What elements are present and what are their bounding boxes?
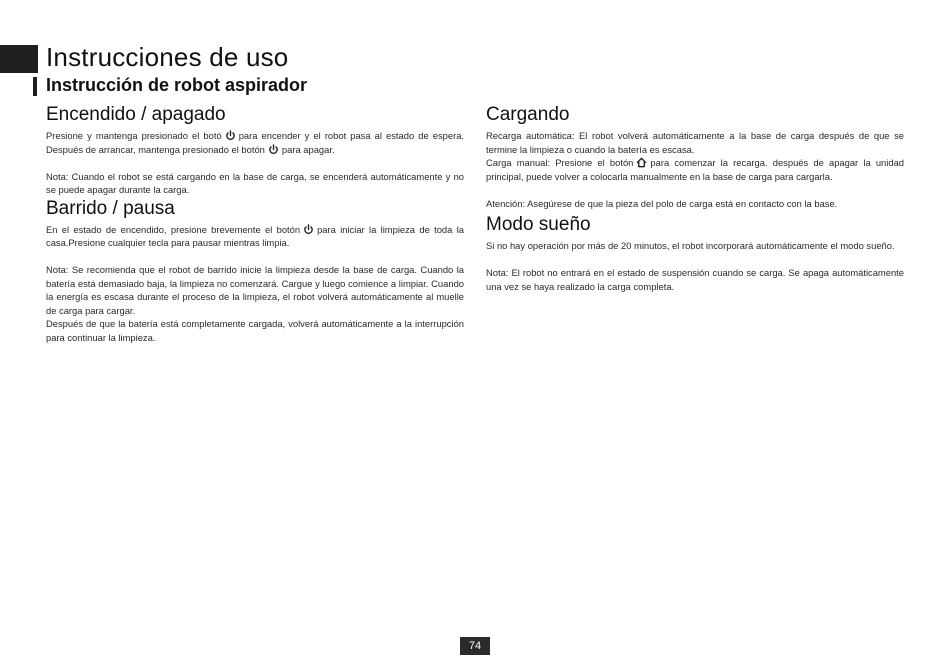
home-icon — [636, 157, 647, 168]
page-number: 74 — [460, 637, 490, 655]
modo-sueno-note: Nota: El robot no entrará en el estado de suspensión cuando se carga. Se apaga automáticamente una vez se haya realizado la carga completa. — [486, 267, 904, 292]
encendido-note: Nota: Cuando el robot se está cargando en la base de carga, se encenderá automáticamente y no se puede apagar durante la carga. — [46, 170, 464, 195]
power-icon — [268, 144, 279, 155]
barrido-note-2: Después de que la batería está completamente cargada, volverá automáticamente a la interrupción para continuar la limpieza. — [46, 318, 464, 343]
title-accent-bar — [0, 45, 38, 73]
section-heading-cargando: Cargando — [486, 104, 570, 125]
cargando-note: Atención: Asegúrese de que la pieza del polo de carga está en contacto con la base. — [486, 197, 838, 209]
section-cargando — [486, 104, 904, 210]
barrido-text-b: para iniciar la limpieza de toda la casa.Presione cualquier tecla para pausar mientras limpia. — [46, 223, 464, 248]
encendido-text-a: Presione y mantenga presionado el botó — [46, 130, 222, 141]
encendido-text-c: para apagar. — [281, 143, 335, 155]
section-heading-encendido: Encendido / apagado — [46, 104, 226, 125]
page-subtitle: Instrucción de robot aspirador — [46, 75, 308, 95]
encendido-paragraph — [46, 129, 464, 156]
subtitle-accent-bar — [33, 77, 37, 96]
cargando-text-a: Carga manual: Presione el botón — [486, 157, 634, 168]
power-icon — [303, 224, 314, 235]
cargando-paragraph-2 — [486, 156, 904, 183]
power-icon — [225, 130, 236, 141]
modo-sueno-paragraph: Si no hay operación por más de 20 minutos, el robot incorporará automáticamente el modo sueño. — [486, 240, 895, 251]
section-encendido — [46, 104, 464, 197]
right-column — [486, 104, 904, 293]
barrido-paragraph — [46, 223, 464, 250]
section-heading-modo-sueno: Modo sueño — [486, 214, 591, 235]
section-modo-sueno — [486, 214, 904, 293]
encendido-text-b: para encender y el robot pasa al estado de espera. Después de arrancar, mantenga presionado el botón — [46, 130, 465, 155]
barrido-text-a: En el estado de encendido, presione brevemente el botón — [46, 223, 301, 235]
page-title: Instrucciones de uso — [46, 42, 289, 72]
barrido-note: Nota: Se recomienda que el robot de barrido inicie la limpieza desde la base de carga. Cuando la batería está demasiado baja, la limpieza no comenzará. Cargue y luego comience a limpiar. Cuando la energía es escasa durante el proceso de la limpieza, el robot volverá automáticamente al muelle de carga para cargar. — [46, 264, 464, 316]
left-column — [46, 104, 464, 344]
section-barrido — [46, 198, 464, 345]
section-heading-barrido: Barrido / pausa — [46, 197, 175, 219]
cargando-text-b: para comenzar la recarga. después de apagar la unidad principal, puede volver a colocarla manualmente en la base de carga para cargarla. — [486, 157, 904, 182]
cargando-paragraph-1: Recarga automática: El robot volverá automáticamente a la base de carga después de que se termine la limpieza o cuando la batería es escasa. — [486, 130, 904, 155]
